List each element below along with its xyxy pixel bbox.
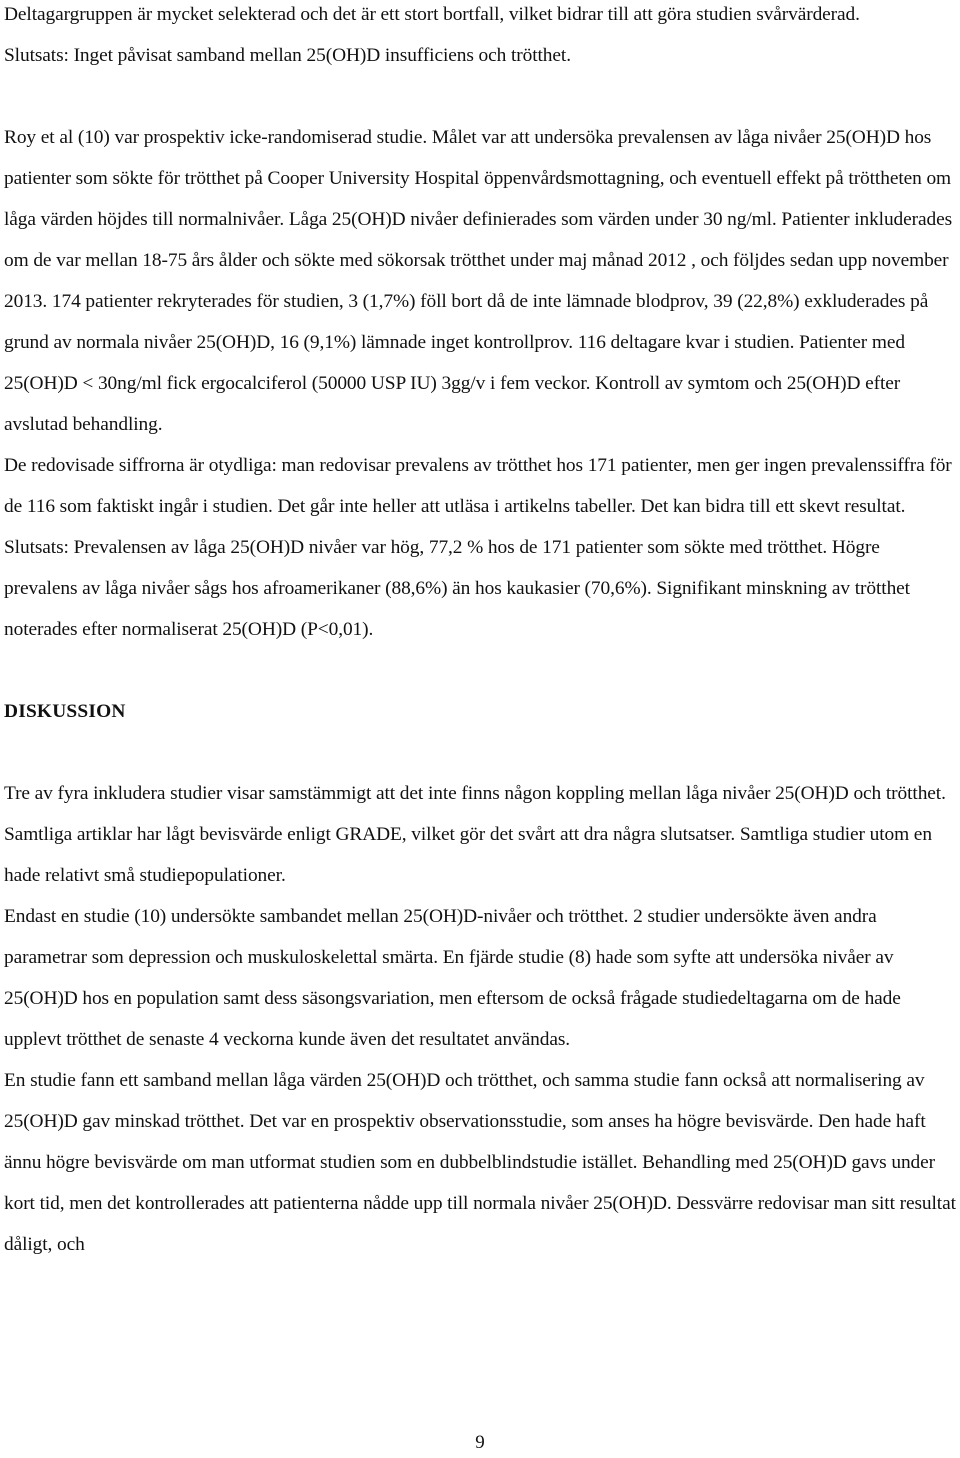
page-number: 9	[475, 1432, 485, 1453]
paragraph-roy-critique: De redovisade siffrorna är otydliga: man redovisar prevalens av trötthet hos 171 patienter, men ger ingen prevalenssiffra för de 116 som faktiskt ingår i studien. Det går inte heller att utläsa i artikelns tabeller. Det kan bidra till ett skevt resultat.	[4, 455, 952, 517]
paragraph-discussion-3: En studie fann ett samband mellan låga värden 25(OH)D och trötthet, och samma studie fann också att normalisering av 25(OH)D gav minskad trötthet. Det var en prospektiv observationsstudie, som anses ha högre bevisvärde. Den hade haft ännu högre bevisvärde om man utformat studien som en dubbelblindstudie istället. Behandling med 25(OH)D gavs under kort tid, men det kontrollerades att patienterna nådde upp till normala nivåer 25(OH)D. Dessvärre redovisar man sitt resultat dåligt, och	[4, 1070, 956, 1255]
paragraph-study-limitations: Deltagargruppen är mycket selekterad och det är ett stort bortfall, vilket bidrar till att göra studien svårvärderad.	[4, 4, 860, 25]
section-gap	[4, 650, 956, 691]
document-page	[4, 0, 956, 1265]
section-gap	[4, 732, 956, 773]
section-heading-discussion: DISKUSSION	[4, 701, 126, 722]
paragraph-discussion-2: Endast en studie (10) undersökte sambandet mellan 25(OH)D-nivåer och trötthet. 2 studier undersökte även andra parametrar som depression och muskuloskelettal smärta. En fjärde studie (8) hade som syfte att undersöka nivåer av 25(OH)D hos en population samt dess säsongsvariation, men eftersom de också frågade studiedeltagarna om de hade upplevt trötthet de senaste 4 veckorna kunde även det resultatet användas.	[4, 906, 901, 1050]
paragraph-gap	[4, 76, 956, 117]
paragraph-conclusion-1: Slutsats: Inget påvisat samband mellan 25(OH)D insufficiens och trötthet.	[4, 45, 571, 66]
paragraph-roy-study: Roy et al (10) var prospektiv icke-randomiserad studie. Målet var att undersöka prevalensen av låga nivåer 25(OH)D hos patienter som sökte för trötthet på Cooper University Hospital öppenvårdsmottagning, och eventuell effekt på tröttheten om låga värden höjdes till normalnivåer. Låga 25(OH)D nivåer definierades som värden under 30 ng/ml. Patienter inkluderades om de var mellan 18-75 års ålder och sökte med sökorsak trötthet under maj månad 2012 , och följdes sedan upp november 2013. 174 patienter rekryterades för studien, 3 (1,7%) föll bort då de inte lämnade blodprov, 39 (22,8%) exkluderades på grund av normala nivåer 25(OH)D, 16 (9,1%) lämnade inget kontrollprov. 116 deltagare kvar i studien. Patienter med 25(OH)D < 30ng/ml fick ergocalciferol (50000 USP IU) 3gg/v i fem veckor. Kontroll av symtom och 25(OH)D efter avslutad behandling.	[4, 127, 953, 435]
paragraph-roy-conclusion: Slutsats: Prevalensen av låga 25(OH)D nivåer var hög, 77,2 % hos de 171 patienter som sökte med trötthet. Högre prevalens av låga nivåer sågs hos afroamerikaner (88,6%) än hos kaukasier (70,6%). Signifikant minskning av trötthet noterades efter normaliserat 25(OH)D (P<0,01).	[4, 537, 910, 640]
paragraph-discussion-1: Tre av fyra inkludera studier visar samstämmigt att det inte finns någon koppling mellan låga nivåer 25(OH)D och trötthet. Samtliga artiklar har lågt bevisvärde enligt GRADE, vilket gör det svårt att dra några slutsatser. Samtliga studier utom en hade relativt små studiepopulationer.	[4, 783, 946, 886]
